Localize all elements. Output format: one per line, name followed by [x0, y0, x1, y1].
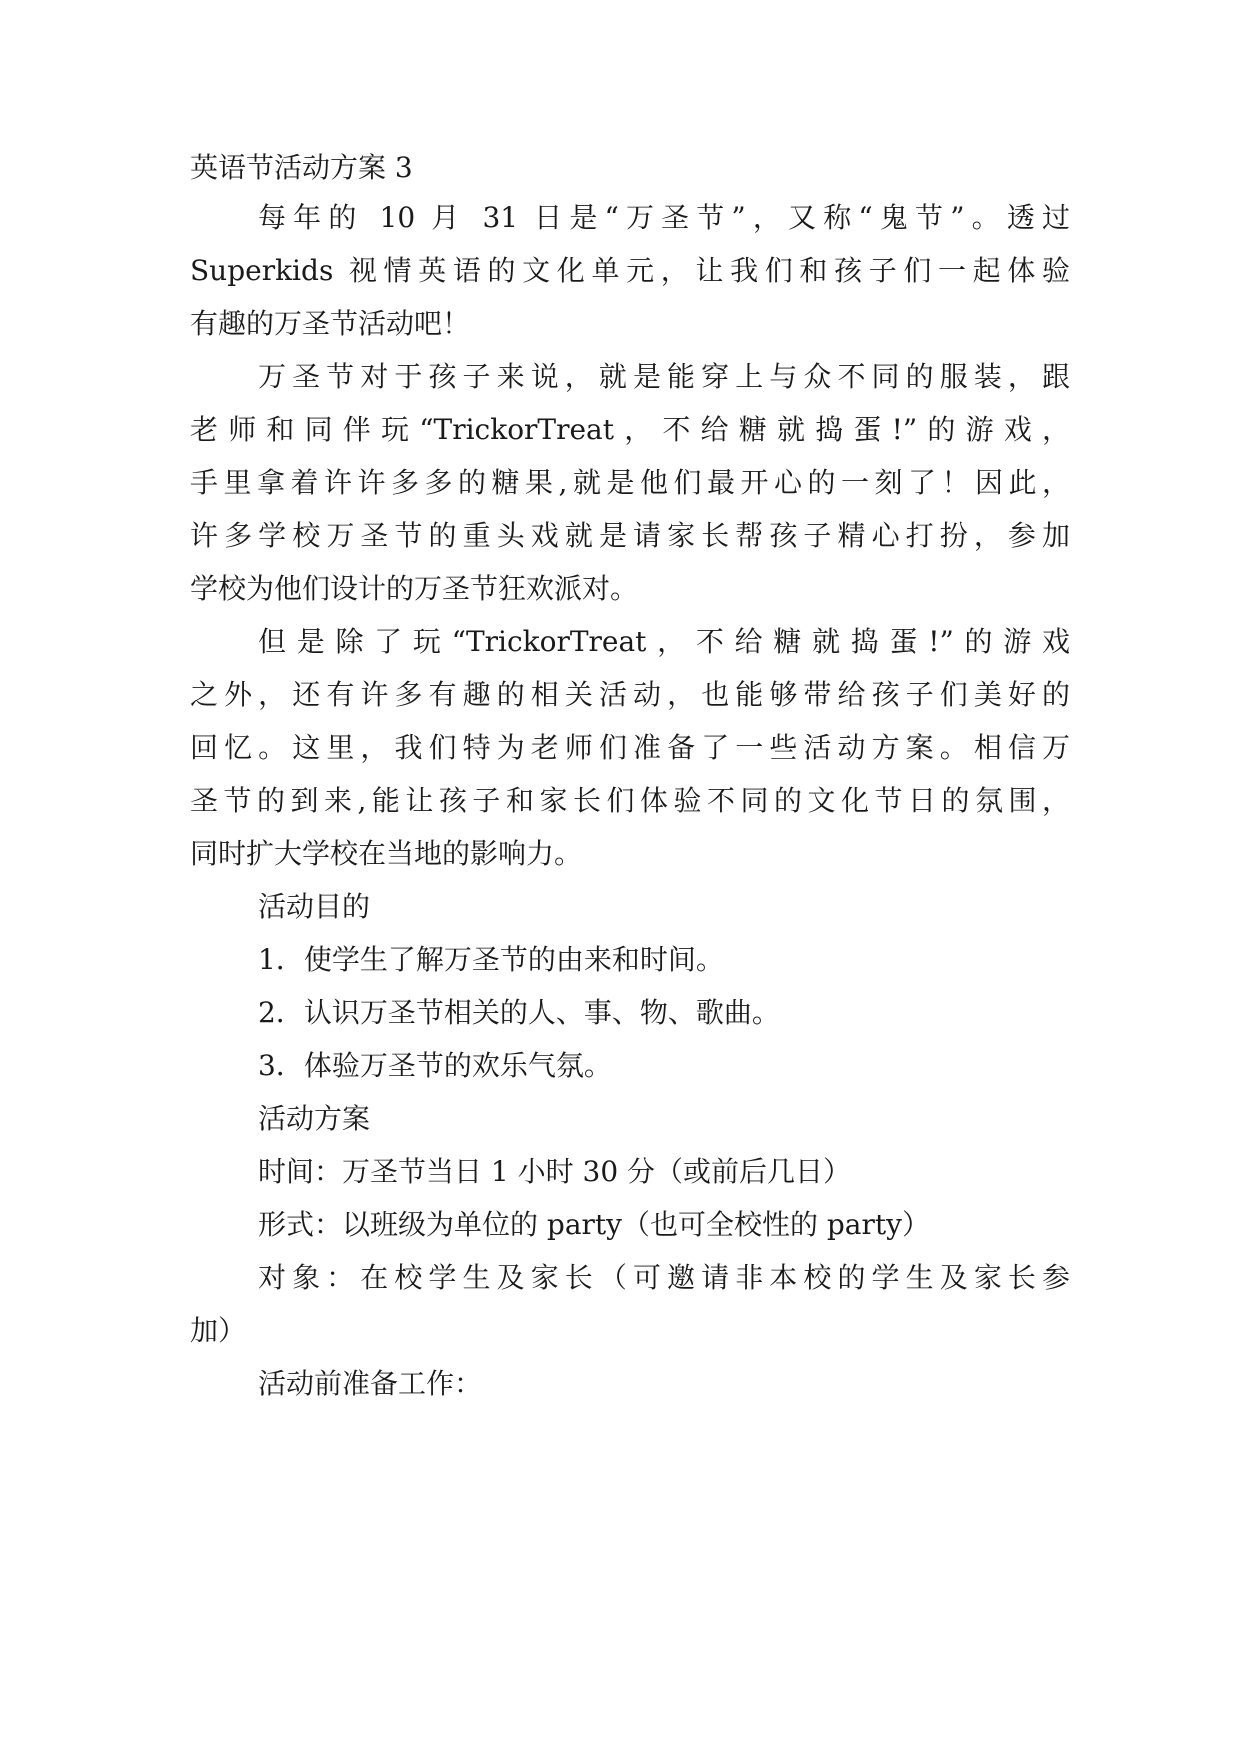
paragraph-1-line-1: 每年的 10 月 31 日是“万圣节”，又称“鬼节”。透过 — [258, 201, 1070, 234]
plan-time: 时间：万圣节当日 1 小时 30 分（或前后几日） — [258, 1155, 852, 1188]
paragraph-2-line-2: 老师和同伴玩“TrickorTreat，不给糖就捣蛋!”的游戏， — [190, 413, 1070, 446]
paragraph-3-line-1: 但是除了玩“TrickorTreat，不给糖就捣蛋!”的游戏 — [258, 625, 1070, 658]
goal-item: 1．使学生了解万圣节的由来和时间。 — [258, 943, 724, 976]
document-title: 英语节活动方案 3 — [190, 151, 413, 184]
plan-form: 形式：以班级为单位的 party（也可全校性的 party） — [258, 1208, 930, 1241]
paragraph-2-line-4: 许多学校万圣节的重头戏就是请家长帮孩子精心打扮，参加 — [190, 519, 1070, 552]
goal-item: 2．认识万圣节相关的人、事、物、歌曲。 — [258, 996, 780, 1029]
paragraph-2-line-3: 手里拿着许许多多的糖果,就是他们最开心的一刻了！因此， — [190, 466, 1070, 499]
paragraph-2-line-5: 学校为他们设计的万圣节狂欢派对。 — [190, 572, 639, 605]
paragraph-3-line-3: 回忆。这里，我们特为老师们准备了一些活动方案。相信万 — [190, 731, 1070, 764]
paragraph-1-line-3: 有趣的万圣节活动吧！ — [190, 307, 471, 340]
paragraph-1-line-2: Superkids 视情英语的文化单元，让我们和孩子们一起体验 — [190, 254, 1070, 287]
goal-item: 3．体验万圣节的欢乐气氛。 — [258, 1049, 612, 1082]
paragraph-3-line-5: 同时扩大学校在当地的影响力。 — [190, 837, 583, 870]
paragraph-2-line-1: 万圣节对于孩子来说，就是能穿上与众不同的服装，跟 — [258, 360, 1070, 393]
plan-target-line-2: 加） — [190, 1314, 247, 1347]
paragraph-3-line-2: 之外，还有许多有趣的相关活动，也能够带给孩子们美好的 — [190, 678, 1070, 711]
plan-heading: 活动方案 — [258, 1102, 371, 1135]
preparation-heading: 活动前准备工作： — [258, 1367, 483, 1400]
goals-heading: 活动目的 — [258, 890, 371, 923]
paragraph-3-line-4: 圣节的到来,能让孩子和家长们体验不同的文化节日的氛围， — [190, 784, 1070, 817]
plan-target-line-1: 对象：在校学生及家长（可邀请非本校的学生及家长参 — [258, 1261, 1070, 1294]
